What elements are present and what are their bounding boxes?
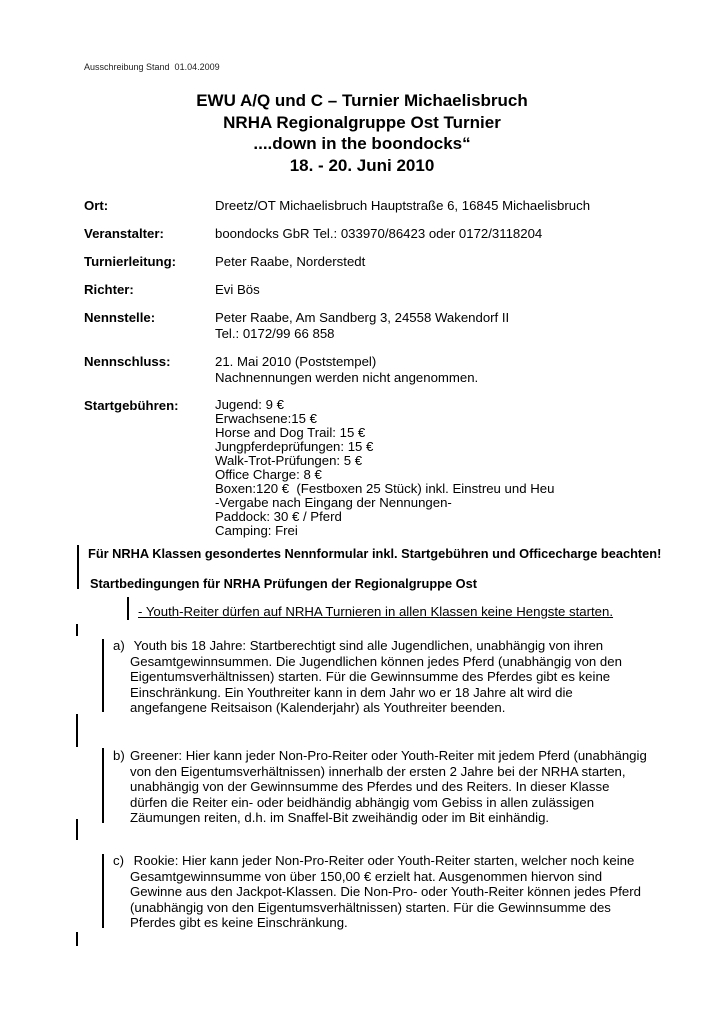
change-bar — [76, 819, 78, 840]
row-value-line: Dreetz/OT Michaelisbruch Hauptstraße 6, 16845 Michaelisbruch — [215, 198, 591, 213]
paragraph-c — [113, 853, 653, 931]
nrha-conditions-heading: Startbedingungen für NRHA Prüfungen der Regionalgruppe Ost — [90, 576, 477, 591]
row-label: Richter: — [84, 282, 134, 297]
fee-line: Jugend: 9 € — [215, 397, 284, 412]
title-line-3: ....down in the boondocks“ — [253, 134, 471, 153]
info-row-startgebuehren — [84, 398, 654, 538]
paragraph-text: Rookie: Hier kann jeder Non-Pro-Reiter oder Youth-Reiter starten, welcher noch keine Gesamtgewinnsumme von über 150,00 € erzielt hat. Ausgenommen hiervon sind Gewinne aus den Jackpot-Klassen. Die Non-Pro- oder Youth-Reiter können jedes Pferd (unabhängig von den Eigentumsverhältnissen) starten. Für die Gewinnsumme des Pferdes gibt es keine Einschränkung. — [130, 853, 645, 931]
change-bar — [76, 714, 78, 747]
fee-line: Boxen:120 € (Festboxen 25 Stück) inkl. Einstreu und Heu — [215, 481, 555, 496]
row-value-line: Nachnennungen werden nicht angenommen. — [215, 370, 479, 385]
fee-line: -Vergabe nach Eingang der Nennungen- — [215, 495, 452, 510]
row-label: Nennschluss: — [84, 354, 171, 369]
fee-line: Office Charge: 8 € — [215, 467, 322, 482]
info-row-ort — [84, 198, 654, 214]
title-line-2: NRHA Regionalgruppe Ost Turnier — [223, 112, 501, 132]
row-label: Ort: — [84, 198, 109, 213]
paragraph-a — [113, 638, 653, 716]
fee-line: Jungpferdeprüfungen: 15 € — [215, 439, 374, 454]
nrha-youth-rule: - Youth-Reiter dürfen auf NRHA Turnieren in allen Klassen keine Hengste starten. — [138, 604, 614, 619]
paragraph-b — [113, 748, 653, 826]
row-label: Veranstalter: — [84, 226, 164, 241]
change-bar — [102, 748, 104, 823]
row-value-line: Peter Raabe, Am Sandberg 3, 24558 Wakendorf II — [215, 310, 510, 325]
row-value — [215, 282, 654, 298]
change-bar — [127, 597, 129, 620]
revision-stand-line: Ausschreibung Stand 01.04.2009 — [84, 62, 220, 72]
info-row-nennstelle — [84, 310, 654, 342]
row-value — [215, 310, 654, 342]
change-bar — [102, 639, 104, 712]
fee-line: Horse and Dog Trail: 15 € — [215, 425, 366, 440]
row-value — [215, 226, 654, 242]
row-value — [215, 398, 654, 538]
row-label: Startgebühren: — [84, 398, 179, 413]
document-title — [0, 90, 724, 176]
info-row-veranstalter — [84, 226, 654, 242]
info-row-turnierleitung — [84, 254, 654, 270]
paragraph-text: Greener: Hier kann jeder Non-Pro-Reiter oder Youth-Reiter mit jedem Pferd (unabhängig von den Eigentumsverhältnissen) innerhalb der ersten 2 Jahre bei der NRHA starten, unabhängig von der Gewinnsumme des Pferdes und des Reiters. In dieser Klasse dürfen die Reiter ein- oder beidhändig abhängig vom Gebiss in allen zulässigen Zäumungen reiten, d.h. im Snaffel-Bit zweihändig oder im Bit einhändig. — [130, 748, 651, 826]
info-row-richter — [84, 282, 654, 298]
row-value — [215, 354, 654, 386]
fee-line: Paddock: 30 € / Pferd — [215, 509, 342, 524]
row-value-line: Tel.: 0172/99 66 858 — [215, 326, 335, 341]
fee-line: Camping: Frei — [215, 523, 298, 538]
change-bar — [102, 854, 104, 928]
paragraph-text: Youth bis 18 Jahre: Startberechtigt sind alle Jugendlichen, unabhängig von ihren Gesamtgewinnsummen. Die Jugendlichen können jedes Pferd (unabhängig von den Eigentumsverhältnissen) starten. Für die Gewinnsumme des Pferdes gibt es keine Einschränkung. Ein Youthreiter kann in dem Jahr wo er 18 Jahre alt wird die angefangene Reitsaison (Kalenderjahr) als Youthreiter beenden. — [130, 638, 626, 716]
paragraph-marker: a) — [113, 638, 125, 653]
row-label: Nennstelle: — [84, 310, 156, 325]
change-bar — [76, 624, 78, 636]
row-label: Turnierleitung: — [84, 254, 177, 269]
paragraph-marker: b) — [113, 748, 125, 763]
row-value-line: boondocks GbR Tel.: 033970/86423 oder 0172/3118204 — [215, 226, 543, 241]
info-row-nennschluss — [84, 354, 654, 386]
info-table — [84, 198, 654, 550]
fee-line: Erwachsene:15 € — [215, 411, 317, 426]
change-bar — [76, 932, 78, 946]
row-value-line: Peter Raabe, Norderstedt — [215, 254, 366, 269]
fee-line: Walk-Trot-Prüfungen: 5 € — [215, 453, 363, 468]
title-line-4: 18. - 20. Juni 2010 — [289, 155, 435, 175]
title-line-1: EWU A/Q und C – Turnier Michaelisbruch — [196, 91, 528, 110]
row-value — [215, 254, 654, 270]
change-bar — [77, 545, 79, 589]
row-value-line: 21. Mai 2010 (Poststempel) — [215, 354, 377, 369]
nrha-notice: Für NRHA Klassen gesondertes Nennformular inkl. Startgebühren und Officecharge beachten! — [88, 546, 662, 561]
row-value-line: Evi Bös — [215, 282, 260, 297]
paragraph-marker: c) — [113, 853, 124, 868]
row-value — [215, 198, 654, 214]
